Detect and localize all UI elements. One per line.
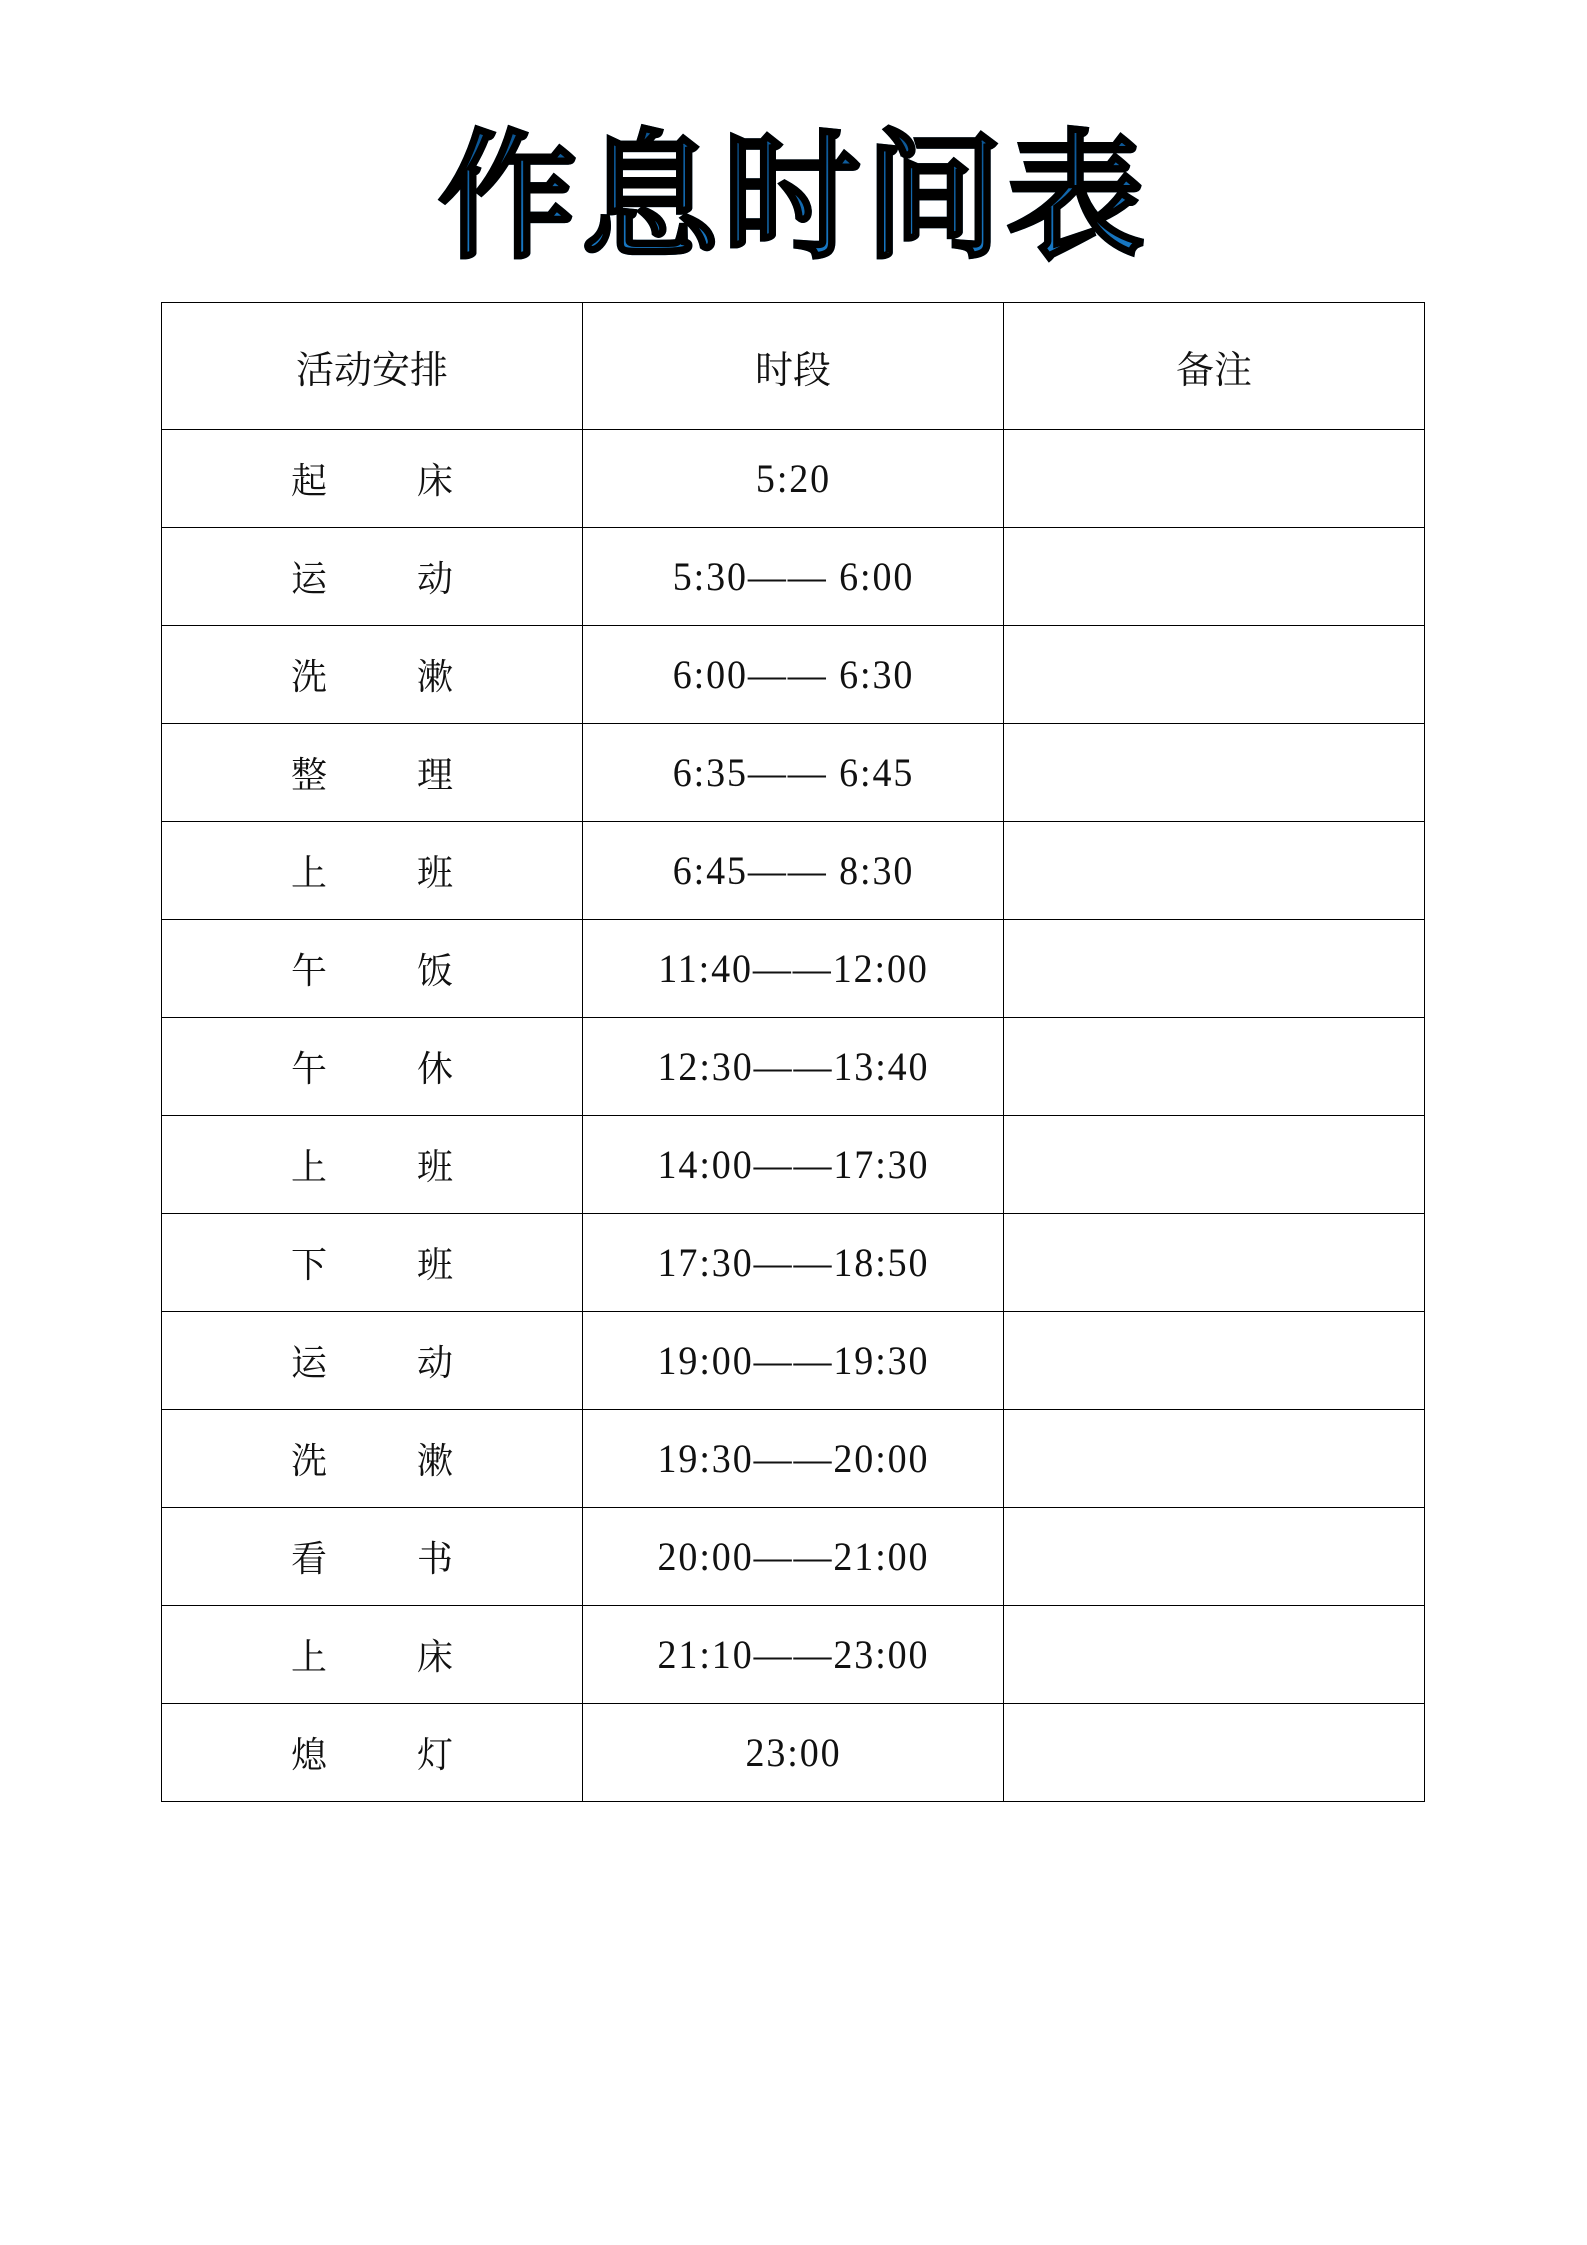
header-note: 备注 [1004,303,1425,430]
activity-cell [162,1214,583,1312]
activity-char: 整 [290,755,327,796]
activity-char: 上 [290,853,327,894]
note-cell[interactable] [1004,528,1425,626]
time-cell: 20:00——21:00 [593,1508,993,1606]
activity-char: 起 [290,461,327,502]
activity-char: 运 [290,559,327,600]
activity-cell [162,724,583,822]
activity-char: 洗 [290,1441,327,1482]
note-cell[interactable] [1004,822,1425,920]
time-cell: 21:10——23:00 [593,1606,993,1704]
note-cell[interactable] [1004,1606,1425,1704]
activity-char: 休 [416,1049,453,1090]
activity-char: 灯 [416,1735,453,1776]
table-row [162,528,1425,626]
note-cell[interactable] [1004,1116,1425,1214]
activity-char: 洗 [290,657,327,698]
note-cell[interactable] [1004,1704,1425,1802]
table-row [162,1312,1425,1410]
header-activity: 活动安排 [162,303,583,430]
note-cell[interactable] [1004,430,1425,528]
activity-char: 床 [416,461,453,502]
activity-char: 床 [416,1637,453,1678]
time-cell: 6:45—— 8:30 [593,822,993,920]
activity-cell [162,920,583,1018]
activity-char: 理 [416,755,453,796]
activity-char: 班 [416,1147,453,1188]
table-row [162,724,1425,822]
activity-char: 饭 [416,951,453,992]
note-cell[interactable] [1004,1312,1425,1410]
activity-char: 漱 [416,1441,453,1482]
note-cell[interactable] [1004,920,1425,1018]
note-cell[interactable] [1004,1508,1425,1606]
note-cell[interactable] [1004,1214,1425,1312]
table-row [162,1214,1425,1312]
table-row [162,626,1425,724]
activity-cell [162,1410,583,1508]
activity-cell [162,430,583,528]
activity-cell [162,1606,583,1704]
table-row [162,920,1425,1018]
time-cell: 14:00——17:30 [593,1116,993,1214]
time-cell: 23:00 [593,1704,993,1802]
activity-char: 熄 [290,1735,327,1776]
activity-char: 上 [290,1147,327,1188]
activity-cell [162,1116,583,1214]
time-cell: 11:40——12:00 [593,920,993,1018]
table-row [162,1410,1425,1508]
activity-char: 动 [416,1343,453,1384]
activity-char: 班 [416,1245,453,1286]
activity-cell [162,1704,583,1802]
time-cell: 17:30——18:50 [593,1214,993,1312]
table-row [162,1508,1425,1606]
activity-cell [162,822,583,920]
note-cell[interactable] [1004,1018,1425,1116]
activity-cell [162,1312,583,1410]
time-cell: 6:00—— 6:30 [593,626,993,724]
table-row [162,822,1425,920]
activity-char: 班 [416,853,453,894]
time-cell: 19:00——19:30 [593,1312,993,1410]
activity-char: 午 [290,1049,327,1090]
activity-char: 动 [416,559,453,600]
note-cell[interactable] [1004,1410,1425,1508]
schedule-table [161,302,1425,1802]
activity-cell [162,1508,583,1606]
table-row [162,1116,1425,1214]
table-row [162,1704,1425,1802]
time-cell: 5:20 [593,430,993,528]
activity-char: 下 [290,1245,327,1286]
time-cell: 5:30—— 6:00 [593,528,993,626]
activity-char: 书 [416,1539,453,1580]
activity-cell [162,626,583,724]
activity-char: 漱 [416,657,453,698]
table-row [162,1018,1425,1116]
header-row [162,303,1425,430]
time-cell: 19:30——20:00 [593,1410,993,1508]
time-cell: 12:30——13:40 [593,1018,993,1116]
time-cell: 6:35—— 6:45 [593,724,993,822]
note-cell[interactable] [1004,626,1425,724]
activity-char: 上 [290,1637,327,1678]
activity-cell [162,1018,583,1116]
activity-char: 看 [290,1539,327,1580]
activity-char: 运 [290,1343,327,1384]
note-cell[interactable] [1004,724,1425,822]
activity-char: 午 [290,951,327,992]
page-title: 作息时间表 [0,118,1587,278]
activity-cell [162,528,583,626]
table-row [162,1606,1425,1704]
header-time: 时段 [583,303,1004,430]
table-row [162,430,1425,528]
